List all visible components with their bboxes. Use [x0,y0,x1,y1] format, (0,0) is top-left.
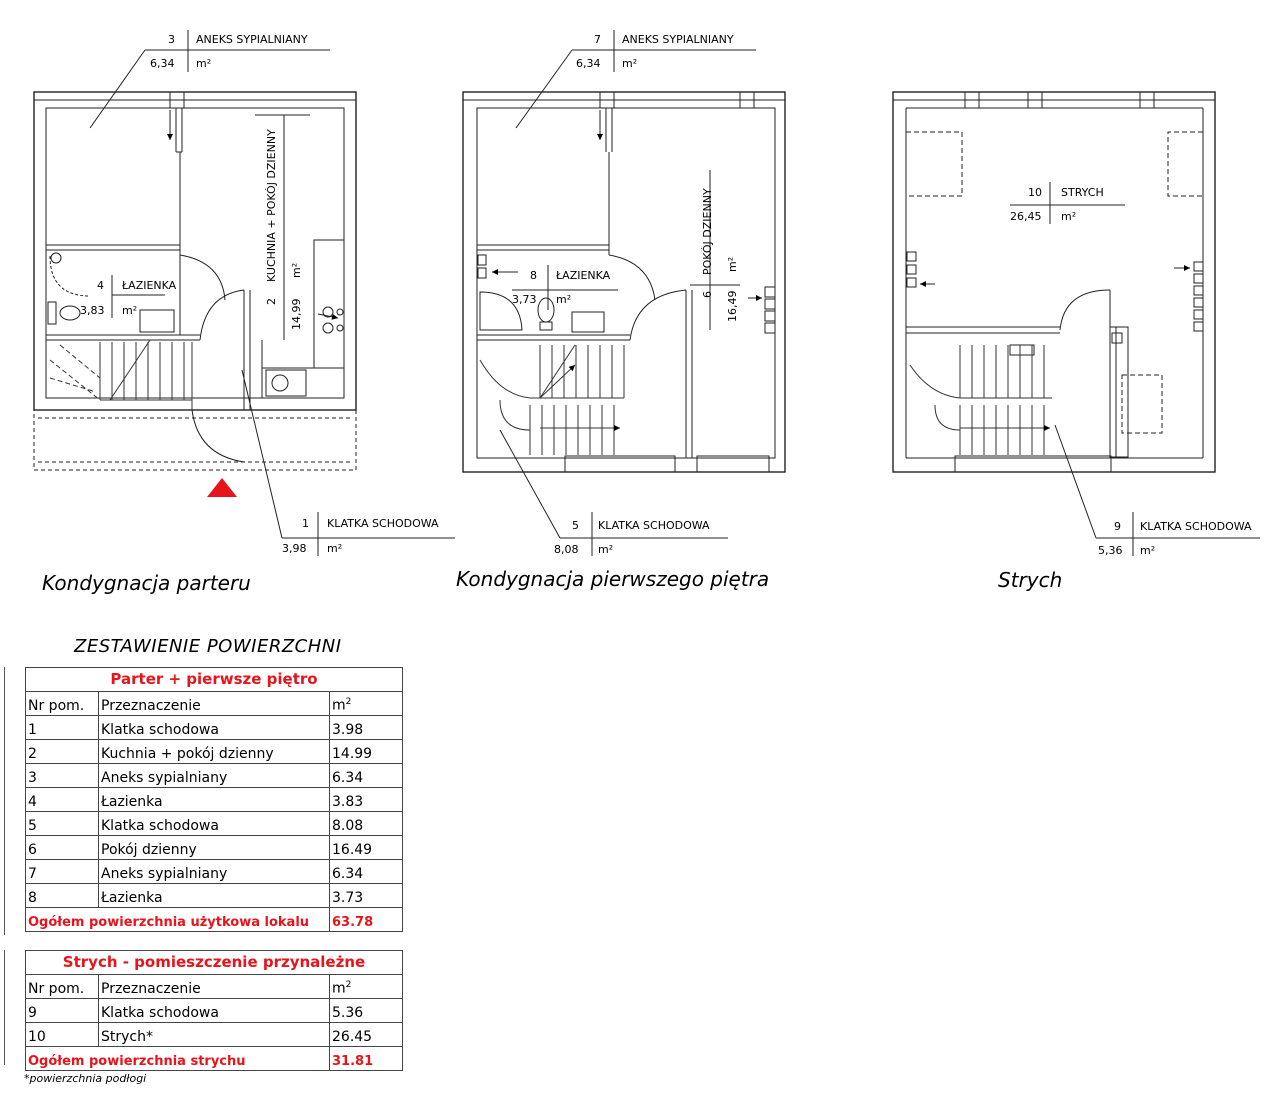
label-name-9: KLATKA SCHODOWA [1140,520,1252,533]
table-row: 10 Strych* 26.45 [26,1023,403,1047]
table-row: 8 Łazienka 3.73 [26,884,403,908]
table2-heading: Strych - pomieszczenie przynależne [26,951,403,975]
table1-total-row [26,908,403,932]
table1-total-value: 63.78 [330,908,403,932]
summary-table-1 [25,667,403,932]
label-unit-8: m² [556,293,572,306]
left-rule [4,667,5,935]
table-row: 9 Klatka schodowa 5.36 [26,999,403,1023]
label-area-6: 16,49 [726,290,739,322]
label-unit-7: m² [622,57,638,70]
caption-parter: Kondygnacja parteru [42,571,251,595]
label-unit-4: m² [122,304,138,317]
label-name-1: KLATKA SCHODOWA [327,517,439,530]
label-nr-10: 10 [1028,186,1042,199]
label-area-4: 3,83 [80,304,105,317]
label-nr-7: 7 [594,33,601,46]
label-nr-8: 8 [530,269,537,282]
table2-total-label: Ogółem powierzchnia strychu [26,1047,330,1071]
label-nr-9: 9 [1114,520,1121,533]
label-area-7: 6,34 [576,57,601,70]
label-unit-5: m² [598,543,614,556]
label-area-2: 14,99 [290,298,303,330]
label-nr-4: 4 [97,279,104,292]
plan-strych [893,92,1260,556]
label-name-4: ŁAZIENKA [122,279,177,292]
table2-total-row [26,1047,403,1071]
summary-table-2 [25,950,403,1071]
table-row: 5 Klatka schodowa 8.08 [26,812,403,836]
label-nr-1: 1 [302,517,309,530]
label-unit-3: m² [196,57,212,70]
caption-pietro: Kondygnacja pierwszego piętra [456,567,770,591]
col-unit: $m^2$ [330,975,403,999]
label-nr-5: 5 [572,519,579,532]
table-row: 1 Klatka schodowa 3.98 [26,716,403,740]
label-unit-1: m² [327,542,343,555]
table-row: 2 Kuchnia + pokój dzienny 14.99 [26,740,403,764]
label-nr-6: 6 [701,291,714,298]
label-unit-10: m² [1061,210,1077,223]
label-name-5: KLATKA SCHODOWA [598,519,710,532]
table-row: 4 Łazienka 3.83 [26,788,403,812]
label-unit-9: m² [1140,544,1156,557]
label-name-3: ANEKS SYPIALNIANY [196,33,308,46]
table-row: 3 Aneks sypialniany 6.34 [26,764,403,788]
table1-total-label: Ogółem powierzchnia użytkowa lokalu [26,908,330,932]
label-name-10: STRYCH [1061,186,1104,199]
col-nr: Nr pom. [26,692,99,716]
label-unit-2: m² [290,262,303,278]
table2-total-value: 31.81 [330,1047,403,1071]
table1-heading: Parter + pierwsze piętro [26,668,403,692]
col-nr: Nr pom. [26,975,99,999]
col-unit: $m^2$ [330,692,403,716]
caption-strych: Strych [998,568,1063,592]
label-nr-2: 2 [265,298,278,305]
label-name-7: ANEKS SYPIALNIANY [622,33,734,46]
label-name-8: ŁAZIENKA [556,269,611,282]
label-name-2: KUCHNIA + POKÓJ DZIENNY [265,129,278,282]
label-area-3: 6,34 [150,57,175,70]
label-nr-3: 3 [168,33,175,46]
plan-parter [34,30,455,556]
table-row: 6 Pokój dzienny 16.49 [26,836,403,860]
label-name-6: POKÓJ DZIENNY [701,188,714,275]
entrance-marker [207,478,237,497]
summary-title: ZESTAWIENIE POWIERZCHNI [74,636,342,657]
col-purpose: Przeznaczenie [99,692,330,716]
label-area-5: 8,08 [554,543,579,556]
col-purpose: Przeznaczenie [99,975,330,999]
label-area-8: 3,73 [512,293,537,306]
label-unit-6: m² [726,256,739,272]
label-area-10: 26,45 [1010,210,1042,223]
footnote: *powierzchnia podłogi [24,1072,147,1085]
left-rule-2 [4,950,5,1065]
table-row: 7 Aneks sypialniany 6.34 [26,860,403,884]
label-area-9: 5,36 [1098,544,1123,557]
label-area-1: 3,98 [282,542,307,555]
